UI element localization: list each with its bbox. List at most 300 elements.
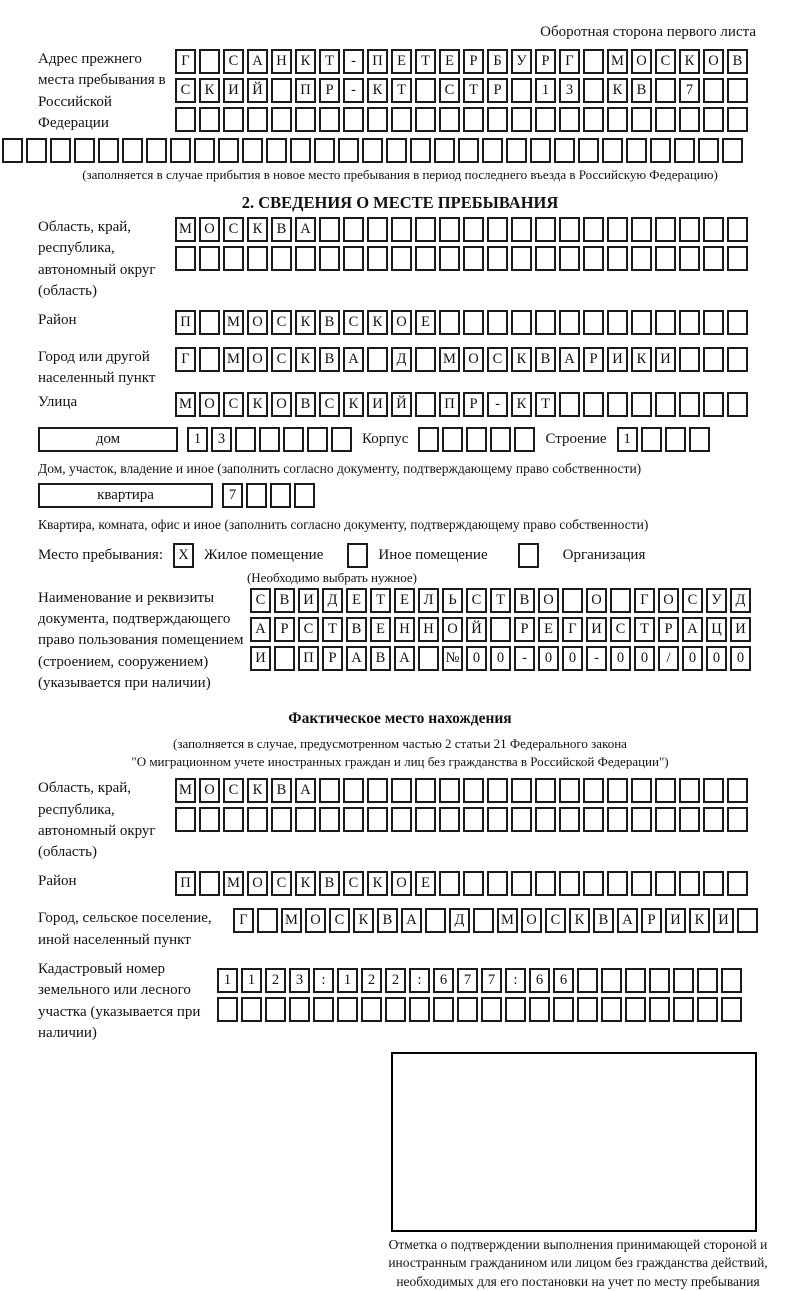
char-cell[interactable] [698,138,719,163]
char-cell[interactable] [487,871,508,896]
char-cell[interactable]: С [439,78,460,103]
char-cell[interactable]: К [367,871,388,896]
char-cell[interactable] [722,138,743,163]
char-cell[interactable]: М [607,49,628,74]
char-cell[interactable] [703,246,724,271]
char-cell[interactable] [170,138,191,163]
char-cell[interactable]: Р [463,392,484,417]
char-cell[interactable] [146,138,167,163]
char-cell[interactable]: А [343,347,364,372]
char-cell[interactable]: О [271,392,292,417]
char-cell[interactable]: С [223,217,244,242]
char-cell[interactable]: П [298,646,319,671]
char-cell[interactable]: 0 [490,646,511,671]
char-cell[interactable] [631,778,652,803]
char-cell[interactable]: П [175,310,196,335]
char-cell[interactable] [98,138,119,163]
char-cell[interactable] [415,217,436,242]
char-cell[interactable] [259,427,280,452]
char-cell[interactable]: Р [514,617,535,642]
char-cell[interactable] [425,908,446,933]
char-cell[interactable]: О [199,392,220,417]
char-cell[interactable]: Т [463,78,484,103]
char-cell[interactable]: А [295,217,316,242]
char-cell[interactable]: 7 [679,78,700,103]
char-cell[interactable]: Т [319,49,340,74]
char-cell[interactable]: С [298,617,319,642]
char-cell[interactable]: Т [391,78,412,103]
char-cell[interactable]: 0 [706,646,727,671]
char-cell[interactable] [727,778,748,803]
char-cell[interactable]: В [319,310,340,335]
char-cell[interactable] [199,310,220,335]
char-cell[interactable]: О [538,588,559,613]
char-cell[interactable]: К [367,310,388,335]
char-cell[interactable] [583,217,604,242]
char-cell[interactable] [559,807,580,832]
char-cell[interactable] [463,246,484,271]
char-cell[interactable] [655,246,676,271]
char-cell[interactable]: 2 [385,968,406,993]
char-cell[interactable] [607,778,628,803]
char-cell[interactable]: 1 [535,78,556,103]
char-cell[interactable] [554,138,575,163]
char-cell[interactable] [649,968,670,993]
char-cell[interactable] [2,138,23,163]
char-cell[interactable] [307,427,328,452]
char-cell[interactable] [361,997,382,1022]
char-cell[interactable]: 0 [634,646,655,671]
char-cell[interactable] [703,310,724,335]
char-cell[interactable] [265,997,286,1022]
char-cell[interactable] [367,778,388,803]
char-cell[interactable] [529,997,550,1022]
char-cell[interactable] [631,107,652,132]
char-cell[interactable] [631,871,652,896]
char-cell[interactable] [223,246,244,271]
char-cell[interactable]: О [391,310,412,335]
char-cell[interactable]: К [247,778,268,803]
char-cell[interactable]: Е [415,871,436,896]
char-cell[interactable] [415,392,436,417]
char-cell[interactable]: О [247,347,268,372]
char-cell[interactable]: О [442,617,463,642]
char-cell[interactable] [535,871,556,896]
char-cell[interactable] [415,78,436,103]
char-cell[interactable]: 0 [610,646,631,671]
char-cell[interactable]: К [607,78,628,103]
char-cell[interactable] [433,997,454,1022]
char-cell[interactable] [649,997,670,1022]
char-cell[interactable]: О [247,871,268,896]
char-cell[interactable]: О [391,871,412,896]
char-cell[interactable] [490,617,511,642]
char-cell[interactable] [727,310,748,335]
char-cell[interactable]: О [586,588,607,613]
char-cell[interactable] [703,347,724,372]
char-cell[interactable] [319,778,340,803]
char-cell[interactable]: В [631,78,652,103]
char-cell[interactable]: Т [490,588,511,613]
char-cell[interactable]: И [586,617,607,642]
char-cell[interactable] [601,968,622,993]
char-cell[interactable]: В [370,646,391,671]
char-cell[interactable] [175,246,196,271]
char-cell[interactable] [578,138,599,163]
char-cell[interactable]: 6 [433,968,454,993]
char-cell[interactable] [337,997,358,1022]
char-cell[interactable] [439,217,460,242]
char-cell[interactable] [727,217,748,242]
char-cell[interactable]: К [295,871,316,896]
char-cell[interactable]: № [442,646,463,671]
char-cell[interactable] [727,392,748,417]
char-cell[interactable]: М [439,347,460,372]
char-cell[interactable]: И [730,617,751,642]
char-cell[interactable]: В [295,392,316,417]
char-cell[interactable]: М [175,392,196,417]
char-cell[interactable] [607,807,628,832]
char-cell[interactable] [535,217,556,242]
char-cell[interactable]: Д [449,908,470,933]
char-cell[interactable] [607,246,628,271]
char-cell[interactable]: Г [559,49,580,74]
char-cell[interactable]: Д [730,588,751,613]
char-cell[interactable] [415,107,436,132]
char-cell[interactable] [223,807,244,832]
char-cell[interactable] [319,246,340,271]
char-cell[interactable] [439,871,460,896]
char-cell[interactable] [583,807,604,832]
char-cell[interactable] [607,107,628,132]
char-cell[interactable] [625,997,646,1022]
char-cell[interactable] [631,807,652,832]
char-cell[interactable] [505,997,526,1022]
char-cell[interactable]: 7 [481,968,502,993]
char-cell[interactable]: Н [271,49,292,74]
char-cell[interactable]: 7 [222,483,243,508]
char-cell[interactable] [727,107,748,132]
char-cell[interactable] [218,138,239,163]
char-cell[interactable]: 6 [553,968,574,993]
char-cell[interactable] [271,78,292,103]
char-cell[interactable] [559,871,580,896]
char-cell[interactable]: М [281,908,302,933]
char-cell[interactable]: А [346,646,367,671]
char-cell[interactable]: Р [487,78,508,103]
char-cell[interactable] [487,217,508,242]
char-cell[interactable] [295,107,316,132]
char-cell[interactable] [175,107,196,132]
char-cell[interactable] [674,138,695,163]
char-cell[interactable]: С [319,392,340,417]
char-cell[interactable]: О [247,310,268,335]
char-cell[interactable] [217,997,238,1022]
char-cell[interactable] [439,778,460,803]
char-cell[interactable]: С [343,310,364,335]
char-cell[interactable] [391,778,412,803]
char-cell[interactable] [511,778,532,803]
char-cell[interactable] [703,78,724,103]
char-cell[interactable]: В [346,617,367,642]
char-cell[interactable]: Н [394,617,415,642]
char-cell[interactable] [463,217,484,242]
char-cell[interactable] [697,968,718,993]
char-cell[interactable]: Й [391,392,412,417]
char-cell[interactable]: О [703,49,724,74]
char-cell[interactable] [697,997,718,1022]
char-cell[interactable] [679,107,700,132]
char-cell[interactable] [487,107,508,132]
char-cell[interactable] [535,107,556,132]
char-cell[interactable]: С [223,49,244,74]
char-cell[interactable]: В [319,347,340,372]
char-cell[interactable]: Г [175,347,196,372]
char-cell[interactable] [367,217,388,242]
char-cell[interactable]: С [682,588,703,613]
char-cell[interactable] [727,871,748,896]
char-cell[interactable]: 2 [265,968,286,993]
char-cell[interactable] [487,807,508,832]
char-cell[interactable] [434,138,455,163]
char-cell[interactable]: : [313,968,334,993]
char-cell[interactable]: С [466,588,487,613]
char-cell[interactable]: И [298,588,319,613]
char-cell[interactable]: С [655,49,676,74]
char-cell[interactable] [338,138,359,163]
char-cell[interactable]: М [223,347,244,372]
char-cell[interactable] [235,427,256,452]
char-cell[interactable] [655,778,676,803]
char-cell[interactable]: М [175,778,196,803]
char-cell[interactable] [607,217,628,242]
char-cell[interactable] [481,997,502,1022]
char-cell[interactable]: 1 [217,968,238,993]
char-cell[interactable] [266,138,287,163]
char-cell[interactable] [439,107,460,132]
char-cell[interactable] [466,427,487,452]
char-cell[interactable] [241,997,262,1022]
char-cell[interactable] [271,246,292,271]
char-cell[interactable] [463,778,484,803]
char-cell[interactable]: О [199,778,220,803]
char-cell[interactable] [439,310,460,335]
char-cell[interactable]: 7 [457,968,478,993]
char-cell[interactable]: И [607,347,628,372]
char-cell[interactable] [737,908,758,933]
char-cell[interactable]: Л [418,588,439,613]
char-cell[interactable]: М [497,908,518,933]
char-cell[interactable] [679,871,700,896]
char-cell[interactable] [631,392,652,417]
char-cell[interactable] [655,310,676,335]
char-cell[interactable]: Т [634,617,655,642]
char-cell[interactable]: П [439,392,460,417]
char-cell[interactable] [199,871,220,896]
char-cell[interactable] [343,246,364,271]
char-cell[interactable] [631,217,652,242]
char-cell[interactable] [257,908,278,933]
char-cell[interactable]: Й [247,78,268,103]
char-cell[interactable]: Е [370,617,391,642]
char-cell[interactable]: С [329,908,350,933]
char-cell[interactable] [626,138,647,163]
char-cell[interactable] [199,49,220,74]
char-cell[interactable] [473,908,494,933]
char-cell[interactable] [655,107,676,132]
char-cell[interactable]: 1 [617,427,638,452]
char-cell[interactable] [313,997,334,1022]
char-cell[interactable]: - [586,646,607,671]
char-cell[interactable]: Р [319,78,340,103]
char-cell[interactable]: Ь [442,588,463,613]
char-cell[interactable] [511,310,532,335]
char-cell[interactable] [631,310,652,335]
char-cell[interactable] [367,107,388,132]
char-cell[interactable] [625,968,646,993]
char-cell[interactable]: В [514,588,535,613]
char-cell[interactable]: К [295,347,316,372]
char-cell[interactable]: К [199,78,220,103]
char-cell[interactable]: К [679,49,700,74]
char-cell[interactable] [607,310,628,335]
char-cell[interactable]: Г [562,617,583,642]
char-cell[interactable] [410,138,431,163]
char-cell[interactable] [679,778,700,803]
char-cell[interactable] [391,246,412,271]
char-cell[interactable]: 2 [361,968,382,993]
char-cell[interactable] [655,217,676,242]
char-cell[interactable]: О [658,588,679,613]
char-cell[interactable] [242,138,263,163]
char-cell[interactable]: П [175,871,196,896]
char-cell[interactable]: О [305,908,326,933]
char-cell[interactable]: Г [175,49,196,74]
char-cell[interactable]: С [271,310,292,335]
char-cell[interactable]: Е [394,588,415,613]
char-cell[interactable] [511,807,532,832]
char-cell[interactable]: И [223,78,244,103]
char-cell[interactable]: А [247,49,268,74]
char-cell[interactable]: К [367,78,388,103]
char-cell[interactable]: 0 [538,646,559,671]
char-cell[interactable] [679,392,700,417]
char-cell[interactable]: У [511,49,532,74]
char-cell[interactable]: 3 [289,968,310,993]
char-cell[interactable]: И [665,908,686,933]
char-cell[interactable]: А [394,646,415,671]
char-cell[interactable] [271,107,292,132]
char-cell[interactable]: Е [538,617,559,642]
char-cell[interactable]: : [505,968,526,993]
char-cell[interactable] [247,807,268,832]
char-cell[interactable] [319,807,340,832]
char-cell[interactable] [559,778,580,803]
char-cell[interactable]: А [250,617,271,642]
char-cell[interactable]: К [247,392,268,417]
char-cell[interactable]: 0 [466,646,487,671]
char-cell[interactable] [331,427,352,452]
char-cell[interactable] [535,778,556,803]
char-cell[interactable] [199,107,220,132]
char-cell[interactable]: А [682,617,703,642]
char-cell[interactable]: О [463,347,484,372]
char-cell[interactable]: В [319,871,340,896]
char-cell[interactable] [703,392,724,417]
char-cell[interactable] [409,997,430,1022]
char-cell[interactable] [482,138,503,163]
char-cell[interactable] [679,246,700,271]
char-cell[interactable]: 3 [559,78,580,103]
char-cell[interactable] [295,246,316,271]
char-cell[interactable] [415,246,436,271]
char-cell[interactable] [319,107,340,132]
char-cell[interactable] [679,310,700,335]
char-cell[interactable] [511,217,532,242]
char-cell[interactable] [457,997,478,1022]
char-cell[interactable] [727,807,748,832]
char-cell[interactable] [463,807,484,832]
char-cell[interactable]: Е [391,49,412,74]
char-cell[interactable]: С [250,588,271,613]
char-cell[interactable]: Р [658,617,679,642]
char-cell[interactable] [607,392,628,417]
char-cell[interactable] [314,138,335,163]
char-cell[interactable]: С [271,871,292,896]
char-cell[interactable] [199,347,220,372]
char-cell[interactable]: Т [370,588,391,613]
char-cell[interactable] [721,968,742,993]
char-cell[interactable]: - [514,646,535,671]
char-cell[interactable] [223,107,244,132]
char-cell[interactable] [655,807,676,832]
char-cell[interactable]: 0 [682,646,703,671]
char-cell[interactable]: Е [415,310,436,335]
char-cell[interactable]: Р [583,347,604,372]
char-cell[interactable] [194,138,215,163]
char-cell[interactable] [530,138,551,163]
char-cell[interactable] [553,997,574,1022]
char-cell[interactable] [487,310,508,335]
char-cell[interactable]: К [569,908,590,933]
char-cell[interactable] [727,78,748,103]
char-cell[interactable]: Г [233,908,254,933]
char-cell[interactable] [703,778,724,803]
char-cell[interactable] [607,871,628,896]
char-cell[interactable] [535,807,556,832]
char-cell[interactable]: А [401,908,422,933]
char-cell[interactable] [673,968,694,993]
char-cell[interactable]: И [655,347,676,372]
char-cell[interactable] [295,807,316,832]
char-cell[interactable]: - [487,392,508,417]
char-cell[interactable] [463,871,484,896]
char-cell[interactable] [583,49,604,74]
char-cell[interactable] [458,138,479,163]
char-cell[interactable]: 0 [562,646,583,671]
char-cell[interactable]: В [377,908,398,933]
char-cell[interactable] [511,78,532,103]
char-cell[interactable] [319,217,340,242]
char-cell[interactable]: В [593,908,614,933]
char-cell[interactable] [631,246,652,271]
char-cell[interactable] [175,807,196,832]
char-cell[interactable]: С [487,347,508,372]
char-cell[interactable] [583,778,604,803]
char-cell[interactable] [679,347,700,372]
char-cell[interactable]: 0 [730,646,751,671]
char-cell[interactable] [294,483,315,508]
